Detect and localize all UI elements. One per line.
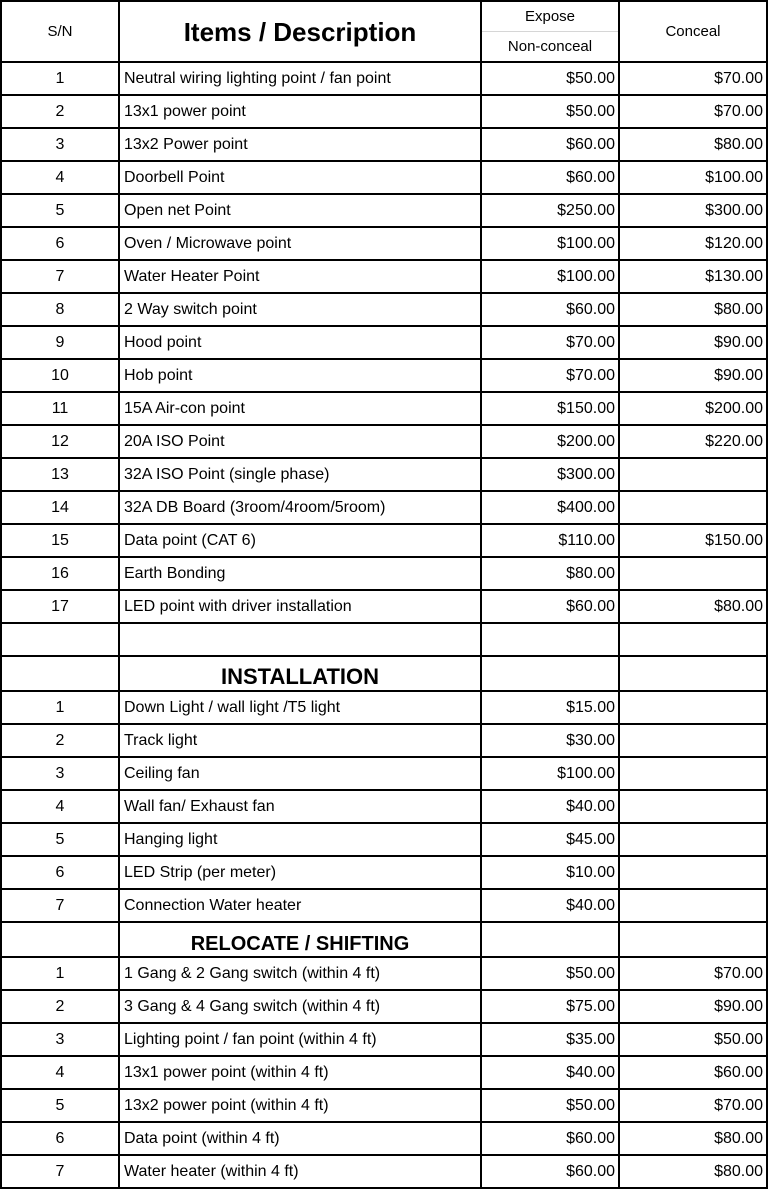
row-expose-price: $150.00 xyxy=(481,392,619,425)
row-description: Hanging light xyxy=(119,823,481,856)
blank-cell xyxy=(1,623,119,656)
row-description: 13x1 power point xyxy=(119,95,481,128)
row-conceal-price xyxy=(619,491,767,524)
blank-cell xyxy=(619,623,767,656)
row-conceal-price xyxy=(619,458,767,491)
row-description: 15A Air-con point xyxy=(119,392,481,425)
row-expose-price: $75.00 xyxy=(481,990,619,1023)
row-conceal-price: $80.00 xyxy=(619,293,767,326)
row-expose-price: $40.00 xyxy=(481,889,619,922)
header-row xyxy=(1,1,767,32)
row-sn: 1 xyxy=(1,62,119,95)
row-conceal-price: $70.00 xyxy=(619,1089,767,1122)
blank-row xyxy=(1,623,767,656)
row-expose-price: $250.00 xyxy=(481,194,619,227)
row-description: LED point with driver installation xyxy=(119,590,481,623)
blank-cell xyxy=(481,922,619,957)
table-row xyxy=(1,1122,767,1155)
row-sn: 4 xyxy=(1,161,119,194)
row-sn: 15 xyxy=(1,524,119,557)
row-sn: 3 xyxy=(1,757,119,790)
row-expose-price: $60.00 xyxy=(481,1122,619,1155)
table-row xyxy=(1,1056,767,1089)
table-row xyxy=(1,1155,767,1188)
row-description: 3 Gang & 4 Gang switch (within 4 ft) xyxy=(119,990,481,1023)
table-row xyxy=(1,957,767,990)
row-sn: 6 xyxy=(1,227,119,260)
row-description: Wall fan/ Exhaust fan xyxy=(119,790,481,823)
row-expose-price: $50.00 xyxy=(481,95,619,128)
row-conceal-price xyxy=(619,856,767,889)
row-sn: 10 xyxy=(1,359,119,392)
row-description: Hood point xyxy=(119,326,481,359)
row-description: Down Light / wall light /T5 light xyxy=(119,691,481,724)
row-description: Neutral wiring lighting point / fan point xyxy=(119,62,481,95)
row-description: 20A ISO Point xyxy=(119,425,481,458)
row-sn: 4 xyxy=(1,790,119,823)
row-conceal-price: $200.00 xyxy=(619,392,767,425)
table-row xyxy=(1,691,767,724)
row-description: Open net Point xyxy=(119,194,481,227)
header-expose: Expose xyxy=(481,1,619,32)
row-description: 13x2 Power point xyxy=(119,128,481,161)
section-title-relocate-row xyxy=(1,922,767,957)
row-expose-price: $60.00 xyxy=(481,161,619,194)
row-description: Hob point xyxy=(119,359,481,392)
row-description: 1 Gang & 2 Gang switch (within 4 ft) xyxy=(119,957,481,990)
table-row xyxy=(1,790,767,823)
row-conceal-price xyxy=(619,889,767,922)
row-expose-price: $100.00 xyxy=(481,260,619,293)
row-description: Water Heater Point xyxy=(119,260,481,293)
blank-cell xyxy=(1,656,119,691)
row-sn: 8 xyxy=(1,293,119,326)
section-title-installation: INSTALLATION xyxy=(119,656,481,691)
table-row xyxy=(1,128,767,161)
header-non-conceal: Non-conceal xyxy=(481,32,619,63)
table-row xyxy=(1,557,767,590)
table-row xyxy=(1,326,767,359)
blank-cell xyxy=(119,623,481,656)
row-description: Connection Water heater xyxy=(119,889,481,922)
row-conceal-price xyxy=(619,691,767,724)
row-sn: 5 xyxy=(1,194,119,227)
row-conceal-price: $150.00 xyxy=(619,524,767,557)
row-expose-price: $110.00 xyxy=(481,524,619,557)
row-sn: 1 xyxy=(1,691,119,724)
row-expose-price: $50.00 xyxy=(481,62,619,95)
row-expose-price: $60.00 xyxy=(481,1155,619,1188)
table-row xyxy=(1,293,767,326)
header-conceal: Conceal xyxy=(619,1,767,62)
row-conceal-price: $90.00 xyxy=(619,990,767,1023)
row-sn: 17 xyxy=(1,590,119,623)
row-sn: 6 xyxy=(1,856,119,889)
row-conceal-price: $90.00 xyxy=(619,326,767,359)
row-sn: 13 xyxy=(1,458,119,491)
row-expose-price: $60.00 xyxy=(481,293,619,326)
row-expose-price: $60.00 xyxy=(481,128,619,161)
table-row xyxy=(1,491,767,524)
table-row xyxy=(1,62,767,95)
row-conceal-price: $80.00 xyxy=(619,1122,767,1155)
row-description: 2 Way switch point xyxy=(119,293,481,326)
row-description: 13x2 power point (within 4 ft) xyxy=(119,1089,481,1122)
table-row xyxy=(1,823,767,856)
table-row xyxy=(1,889,767,922)
blank-cell xyxy=(481,656,619,691)
header-title: Items / Description xyxy=(119,1,481,62)
table-row xyxy=(1,524,767,557)
row-conceal-price xyxy=(619,790,767,823)
table-row xyxy=(1,590,767,623)
row-conceal-price: $300.00 xyxy=(619,194,767,227)
row-description: LED Strip (per meter) xyxy=(119,856,481,889)
row-expose-price: $40.00 xyxy=(481,790,619,823)
blank-cell xyxy=(619,922,767,957)
table-row xyxy=(1,856,767,889)
row-description: Data point (within 4 ft) xyxy=(119,1122,481,1155)
table-row xyxy=(1,1089,767,1122)
table-row xyxy=(1,392,767,425)
row-expose-price: $10.00 xyxy=(481,856,619,889)
blank-cell xyxy=(1,922,119,957)
row-sn: 11 xyxy=(1,392,119,425)
row-sn: 12 xyxy=(1,425,119,458)
row-expose-price: $35.00 xyxy=(481,1023,619,1056)
row-sn: 4 xyxy=(1,1056,119,1089)
section-title-installation-row xyxy=(1,656,767,691)
header-sn: S/N xyxy=(1,1,119,62)
row-conceal-price: $80.00 xyxy=(619,1155,767,1188)
row-sn: 3 xyxy=(1,128,119,161)
row-conceal-price xyxy=(619,757,767,790)
table-row xyxy=(1,359,767,392)
row-sn: 2 xyxy=(1,990,119,1023)
row-expose-price: $100.00 xyxy=(481,227,619,260)
section-title-relocate: RELOCATE / SHIFTING xyxy=(119,922,481,957)
row-expose-price: $70.00 xyxy=(481,359,619,392)
table-row xyxy=(1,990,767,1023)
row-conceal-price: $120.00 xyxy=(619,227,767,260)
row-expose-price: $100.00 xyxy=(481,757,619,790)
row-expose-price: $60.00 xyxy=(481,590,619,623)
row-description: Earth Bonding xyxy=(119,557,481,590)
row-conceal-price: $50.00 xyxy=(619,1023,767,1056)
row-expose-price: $50.00 xyxy=(481,957,619,990)
row-expose-price: $300.00 xyxy=(481,458,619,491)
row-description: Data point (CAT 6) xyxy=(119,524,481,557)
table-row xyxy=(1,1023,767,1056)
row-sn: 14 xyxy=(1,491,119,524)
row-conceal-price xyxy=(619,557,767,590)
row-sn: 5 xyxy=(1,1089,119,1122)
row-conceal-price: $130.00 xyxy=(619,260,767,293)
row-expose-price: $200.00 xyxy=(481,425,619,458)
blank-cell xyxy=(481,623,619,656)
row-description: Oven / Microwave point xyxy=(119,227,481,260)
row-expose-price: $400.00 xyxy=(481,491,619,524)
row-sn: 1 xyxy=(1,957,119,990)
row-description: Water heater (within 4 ft) xyxy=(119,1155,481,1188)
table-row xyxy=(1,227,767,260)
table-row xyxy=(1,425,767,458)
row-sn: 16 xyxy=(1,557,119,590)
row-conceal-price: $90.00 xyxy=(619,359,767,392)
table-row xyxy=(1,194,767,227)
row-sn: 3 xyxy=(1,1023,119,1056)
row-conceal-price: $80.00 xyxy=(619,590,767,623)
row-conceal-price: $60.00 xyxy=(619,1056,767,1089)
row-expose-price: $45.00 xyxy=(481,823,619,856)
row-description: 13x1 power point (within 4 ft) xyxy=(119,1056,481,1089)
row-conceal-price: $70.00 xyxy=(619,95,767,128)
row-conceal-price: $70.00 xyxy=(619,62,767,95)
table-row xyxy=(1,161,767,194)
row-sn: 7 xyxy=(1,889,119,922)
row-expose-price: $80.00 xyxy=(481,557,619,590)
row-sn: 2 xyxy=(1,724,119,757)
row-sn: 6 xyxy=(1,1122,119,1155)
row-conceal-price: $100.00 xyxy=(619,161,767,194)
row-sn: 2 xyxy=(1,95,119,128)
row-conceal-price: $220.00 xyxy=(619,425,767,458)
row-sn: 5 xyxy=(1,823,119,856)
row-expose-price: $40.00 xyxy=(481,1056,619,1089)
table-row xyxy=(1,724,767,757)
row-expose-price: $50.00 xyxy=(481,1089,619,1122)
row-conceal-price: $70.00 xyxy=(619,957,767,990)
row-description: 32A DB Board (3room/4room/5room) xyxy=(119,491,481,524)
row-conceal-price: $80.00 xyxy=(619,128,767,161)
table-row xyxy=(1,458,767,491)
blank-cell xyxy=(619,656,767,691)
row-sn: 9 xyxy=(1,326,119,359)
table-row xyxy=(1,95,767,128)
row-description: 32A ISO Point (single phase) xyxy=(119,458,481,491)
row-sn: 7 xyxy=(1,1155,119,1188)
row-conceal-price xyxy=(619,823,767,856)
row-description: Ceiling fan xyxy=(119,757,481,790)
row-expose-price: $30.00 xyxy=(481,724,619,757)
row-description: Doorbell Point xyxy=(119,161,481,194)
row-description: Lighting point / fan point (within 4 ft) xyxy=(119,1023,481,1056)
row-expose-price: $70.00 xyxy=(481,326,619,359)
table-row xyxy=(1,260,767,293)
row-conceal-price xyxy=(619,724,767,757)
table-row xyxy=(1,757,767,790)
row-description: Track light xyxy=(119,724,481,757)
row-expose-price: $15.00 xyxy=(481,691,619,724)
row-sn: 7 xyxy=(1,260,119,293)
